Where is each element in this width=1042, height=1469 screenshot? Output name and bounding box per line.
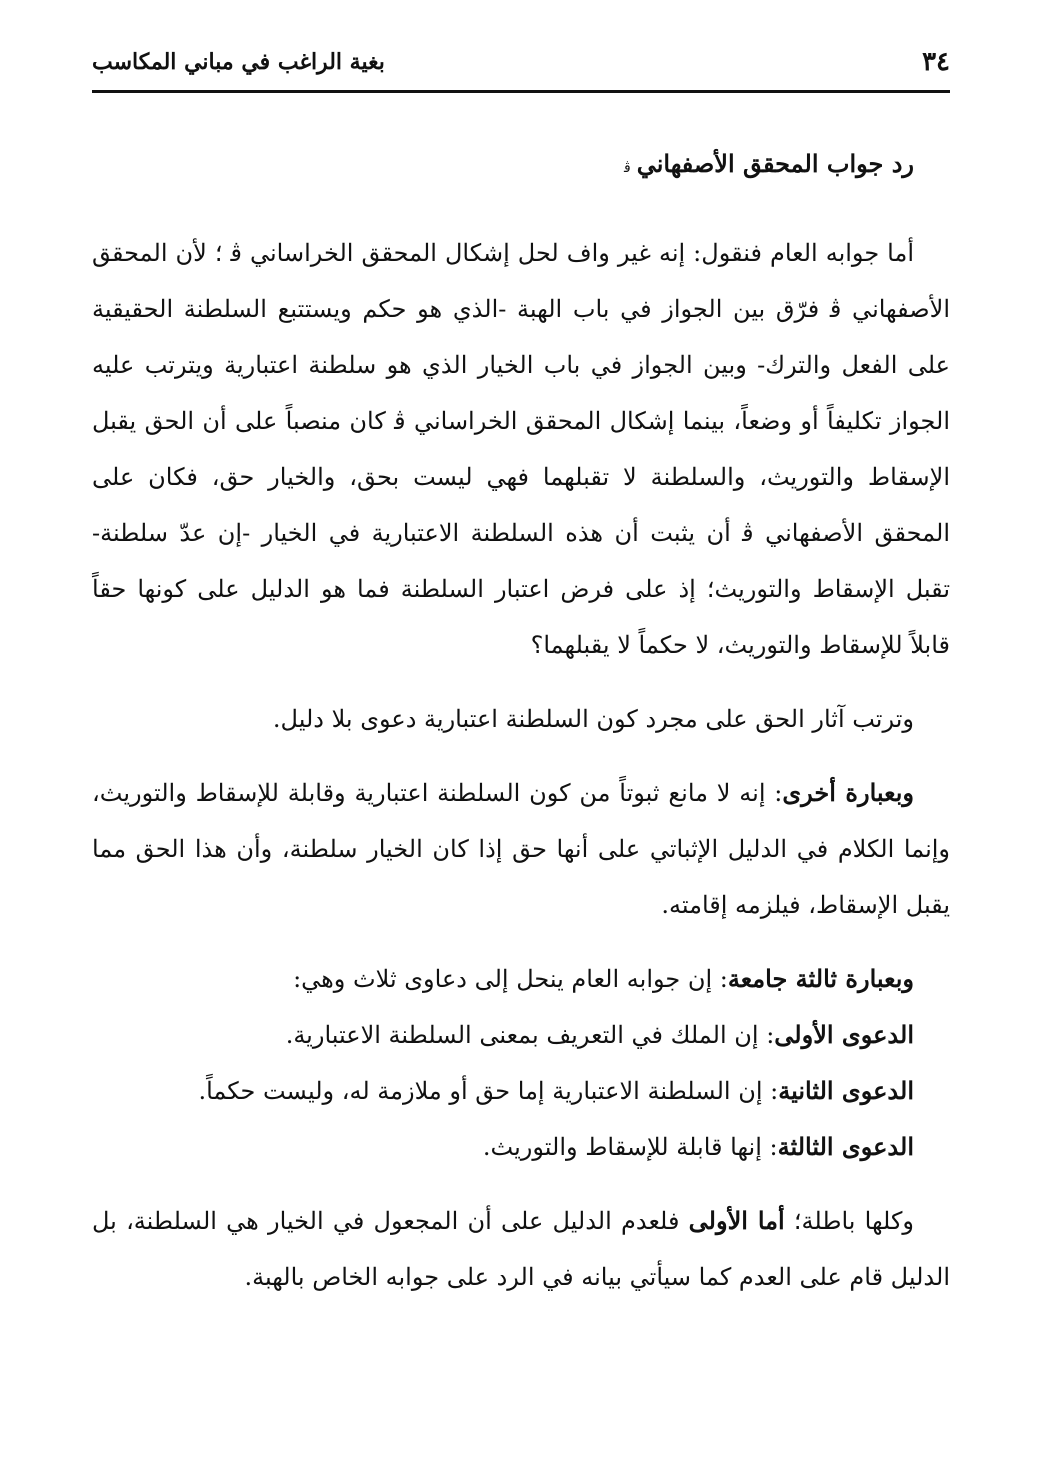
book-title: بغية الراغب في مباني المكاسب: [92, 49, 385, 75]
paragraph-general-answer: أما جوابه العام فنقول: إنه غير واف لحل إشكال المحقق الخراساني ﭬ ؛ لأن المحقق الأصفهاني ﭬ فرّق بين الجواز في باب الهبة -الذي هو حكم ويستتبع السلطنة الحقيقية على الفعل والترك- وبين الجواز في باب الخيار الذي هو سلطنة اعتبارية ويترتب عليه الجواز تكليفاً أو وضعاً، بينما إشكال المحقق الخراساني ﭬ كان منصباً على أن الحق يقبل الإسقاط والتوريث، والسلطنة لا تقبلهما فهي ليست بحق، والخيار حق، فكان على المحقق الأصفهاني ﭬ أن يثبت أن هذه السلطنة الاعتبارية في الخيار -إن عدّ سلطنة- تقبل الإسقاط والتوريث؛ إذ على فرض اعتبار السلطنة فما هو الدليل على كونها حقاً قابلاً للإسقاط والتوريث، لا حكماً لا يقبلهما؟: [92, 239, 950, 659]
section-heading: [92, 145, 950, 187]
paragraph-text: وكلها باطلة؛: [784, 1207, 915, 1235]
running-header: [92, 40, 950, 84]
paragraph-bold-phrase: أما الأولى: [688, 1206, 785, 1235]
claim-text: : إن الملك في التعريف بمعنى السلطنة الاعتبارية.: [285, 1021, 775, 1049]
section-heading-text: رد جواب المحقق الأصفهاني: [636, 149, 914, 178]
claim-intro: [92, 951, 950, 1007]
page-body: [92, 145, 950, 1323]
paragraph-other-phrasing: [92, 765, 950, 933]
claim-label: الدعوى الثانية: [778, 1076, 914, 1105]
claims-list: [92, 951, 950, 1175]
claim-second: [92, 1063, 950, 1119]
claim-first: [92, 1007, 950, 1063]
claim-label: وبعبارة ثالثة جامعة: [727, 964, 914, 993]
header-rule: [92, 90, 950, 93]
claim-text: : إنها قابلة للإسقاط والتوريث.: [482, 1133, 778, 1161]
claim-label: الدعوى الأولى: [774, 1020, 914, 1049]
claim-text: : إن السلطنة الاعتبارية إما حق أو ملازمة له، وليست حكماً.: [198, 1077, 779, 1105]
paragraph-conclusion: وترتب آثار الحق على مجرد كون السلطنة اعتبارية دعوى بلا دليل.: [272, 705, 914, 733]
paragraph-lead-label: وبعبارة أخرى: [782, 778, 914, 807]
page-number: ٣٤: [922, 47, 950, 77]
paragraph-refutation: [92, 1193, 950, 1305]
claim-label: الدعوى الثالثة: [777, 1132, 914, 1161]
claim-text: : إن جوابه العام ينحل إلى دعاوى ثلاث وهي:: [293, 965, 728, 993]
honorific-mark: ﭬ: [624, 160, 631, 176]
paragraph-text: : إنه لا مانع ثبوتاً من كون السلطنة اعتبارية وقابلة للإسقاط والتوريث، وإنما الكلام في الدليل الإثباتي على أنها حق إذا كان الخيار سلطنة، وأن هذا الحق مما يقبل الإسقاط، فيلزمه إقامته.: [92, 779, 951, 919]
claim-third: [92, 1119, 950, 1175]
paragraph-text: فلعدم الدليل على أن المجعول في الخيار هي السلطنة، بل الدليل قام على العدم كما سيأتي بيانه في الرد على جوابه الخاص بالهبة.: [92, 1207, 950, 1291]
